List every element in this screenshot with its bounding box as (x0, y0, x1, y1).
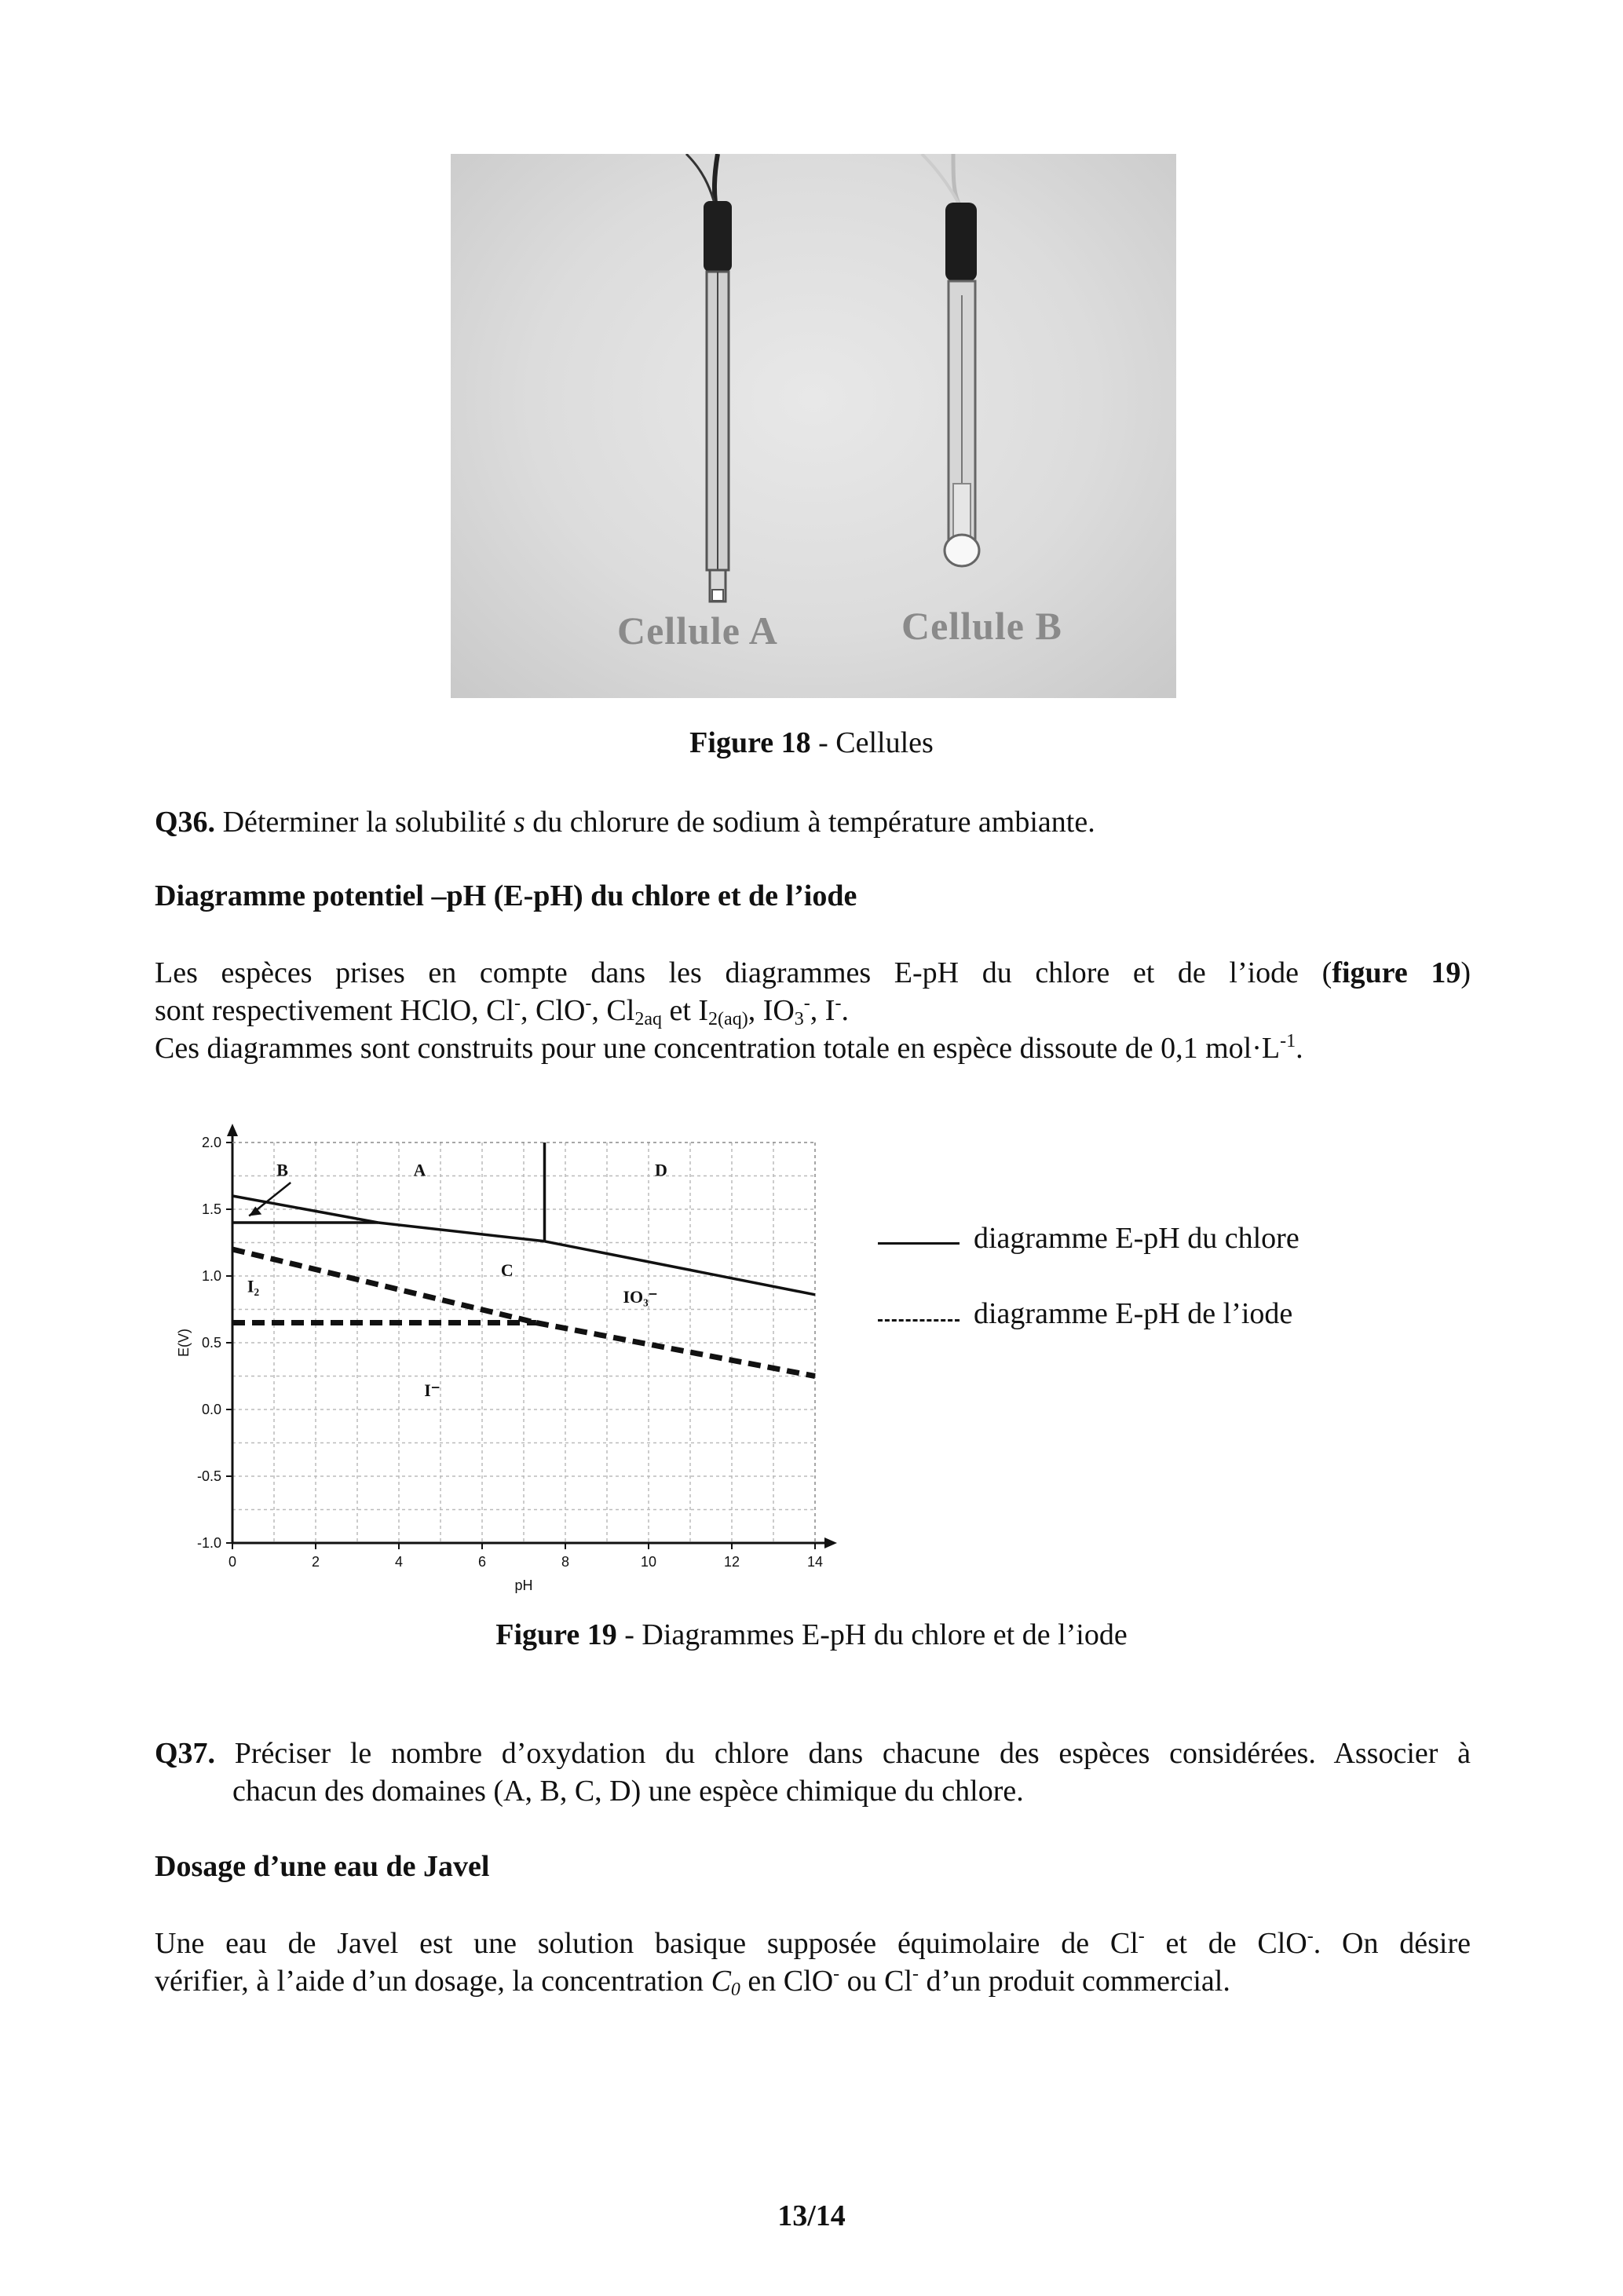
y-tick-label: 0.0 (201, 1402, 221, 1417)
series-chlore-3 (378, 1223, 545, 1241)
region-label: I⁻ (424, 1380, 440, 1400)
electrodes-drawing (451, 154, 1176, 698)
question-36: Q36. Déterminer la solubilité s du chlorure de sodium à température ambiante. (155, 806, 1095, 839)
region-label: I₂ (247, 1276, 260, 1296)
figure-18-caption: Figure 18 - Cellules (689, 726, 934, 759)
figure-19-caption: Figure 19 - Diagrammes E-pH du chlore et de l’iode (495, 1618, 1128, 1651)
y-tick-label: -0.5 (196, 1468, 221, 1484)
electrode-b-cap (945, 203, 977, 281)
section-title-javel: Dosage d’une eau de Javel (155, 1850, 490, 1883)
question-number: Q37. (155, 1737, 216, 1770)
x-tick-label: 12 (723, 1554, 740, 1570)
legend-chlore: diagramme E-pH du chlore (974, 1222, 1299, 1255)
y-axis-arrow (227, 1124, 238, 1136)
paragraph-2-line-1: Une eau de Javel est une solution basique supposée équimolaire de Cl- et de ClO-. On désire (155, 1926, 1471, 1960)
region-label: IO₃⁻ (623, 1287, 658, 1307)
paragraph-1-line-1: Les espèces prises en compte dans les diagrammes E-pH du chlore et de l’iode (figure 19) (155, 956, 1471, 989)
chart-legend (878, 1221, 1427, 1330)
y-tick-label: -1.0 (196, 1535, 221, 1551)
figure-19-chart (173, 1123, 840, 1594)
series-chlore-4 (545, 1241, 816, 1295)
question-number: Q36. (155, 806, 216, 839)
paragraph-1-line-3: Ces diagrammes sont construits pour une concentration totale en espèce dissoute de 0,1 $mol\cdot L^{-1}$. (155, 1031, 1303, 1065)
region-label: D (654, 1160, 667, 1180)
x-tick-label: 14 (806, 1554, 824, 1570)
electrode-a-cap (704, 201, 732, 272)
legend-dashed-line (878, 1319, 960, 1322)
y-tick-label: 2.0 (201, 1135, 221, 1150)
question-37-line-1: Q37. Préciser le nombre d’oxydation du chlore dans chacune des espèces considérées. Associer à (155, 1737, 1471, 1770)
series-iode-1 (232, 1249, 536, 1323)
y-tick-label: 1.0 (201, 1268, 221, 1284)
cell-a-label: Cellule A (617, 609, 778, 653)
region-label: C (500, 1260, 514, 1280)
cell-b-label: Cellule B (901, 604, 1062, 648)
y-axis-label: E(V) (176, 1329, 192, 1357)
page-number: 13/14 (777, 2199, 846, 2232)
x-tick-label: 2 (311, 1554, 320, 1570)
paragraph-1-line-2: sont respectivement HClO, Cl-, ClO-, $Cl_{2aq}$ et $I_{2(aq)}$, $IO_3^-$, I-. (155, 993, 849, 1029)
y-tick-label: 1.5 (201, 1201, 221, 1217)
x-axis-label: pH (514, 1578, 533, 1593)
x-tick-label: 0 (228, 1554, 237, 1570)
series-iode-3 (536, 1323, 815, 1377)
legend-solid-line (878, 1242, 960, 1245)
question-37-line-2: chacun des domaines (A, B, C, D) une espèce chimique du chlore. (232, 1775, 1024, 1808)
section-title-e-ph: Diagramme potentiel –pH (E-pH) du chlore et de l’iode (155, 879, 857, 912)
paragraph-2-line-2: vérifier, à l’aide d’un dosage, la concentration $C_0$ en ClO- ou Cl- d’un produit commercial. (155, 1964, 1230, 2000)
y-tick-label: 0.5 (201, 1335, 221, 1351)
x-tick-label: 10 (640, 1554, 657, 1570)
figure-18-photo (451, 154, 1176, 698)
x-tick-label: 6 (477, 1554, 487, 1570)
e-ph-diagram (173, 1123, 840, 1594)
x-axis-arrow (824, 1537, 837, 1548)
legend-iode: diagramme E-pH de l’iode (974, 1297, 1293, 1330)
region-label: A (413, 1160, 426, 1180)
x-tick-label: 8 (561, 1554, 570, 1570)
region-label: B (276, 1160, 288, 1180)
x-tick-label: 4 (394, 1554, 404, 1570)
